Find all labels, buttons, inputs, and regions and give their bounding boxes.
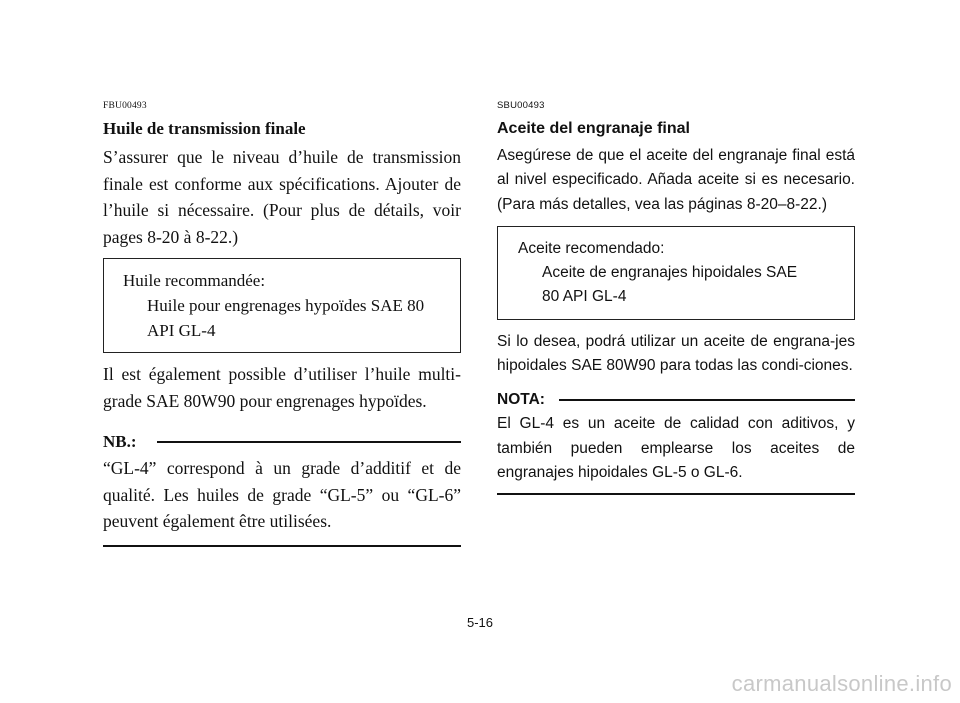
watermark: carmanualsonline.info [731,671,952,696]
section-code: SBU00493 [497,100,545,111]
french-column [103,100,461,547]
spec-box [103,258,461,353]
page-number: 5-16 [466,615,494,630]
section-heading: Huile de transmission finale [103,119,306,138]
spec-oil-grade: 80 API GL-4 [542,287,627,305]
spec-label: Huile recommandée: [123,271,266,290]
spec-oil-grade: API GL-4 [147,321,216,340]
intro-paragraph: S’assurer que le niveau d’huile de transmission finale est conforme aux spécifications. Ajouter de l’huile si nécessaire. (Pour plus de détails, voir pages 8-20 à 8-22.) [103,147,461,247]
note-bottom-divider [103,545,461,547]
note-text: El GL-4 es un aceite de calidad con aditivos, y también pueden emplearse los aceites de engranajes hipoidales GL-5 o GL-6. [497,415,855,482]
section-heading: Aceite del engranaje final [497,120,690,137]
note-bottom-divider [497,493,855,495]
note-title: NOTA: [497,391,545,409]
intro-paragraph: Asegúrese de que el aceite del engranaje final está al nivel especificado. Añada aceite si es necesario. (Para más detalles, vea las páginas 8-20–8-22.) [497,147,855,213]
note-title: NB.: [103,432,137,451]
section-code: FBU00493 [103,101,147,111]
note-divider [559,399,855,401]
note-text: “GL-4” correspond à un grade d’additif et de qualité. Les huiles de grade “GL-5” ou “GL-6” peuvent également être utilisées. [103,458,461,531]
spec-oil-type: Aceite de engranajes hipoidales SAE [542,263,798,281]
spec-box [497,226,855,320]
note-divider [157,441,461,443]
extra-paragraph: Si lo desea, podrá utilizar un aceite de engrana-jes hipoidales SAE 80W90 para todas las condi-ciones. [497,332,855,375]
note-header [103,429,461,455]
note-header [497,388,855,412]
spec-label: Aceite recomendado: [518,239,665,257]
spanish-column [497,100,855,495]
extra-paragraph: Il est également possible d’utiliser l’huile multi-grade SAE 80W90 pour engrenages hypoïdes. [103,364,461,411]
spec-oil-type: Huile pour engrenages hypoïdes SAE 80 [147,296,425,315]
